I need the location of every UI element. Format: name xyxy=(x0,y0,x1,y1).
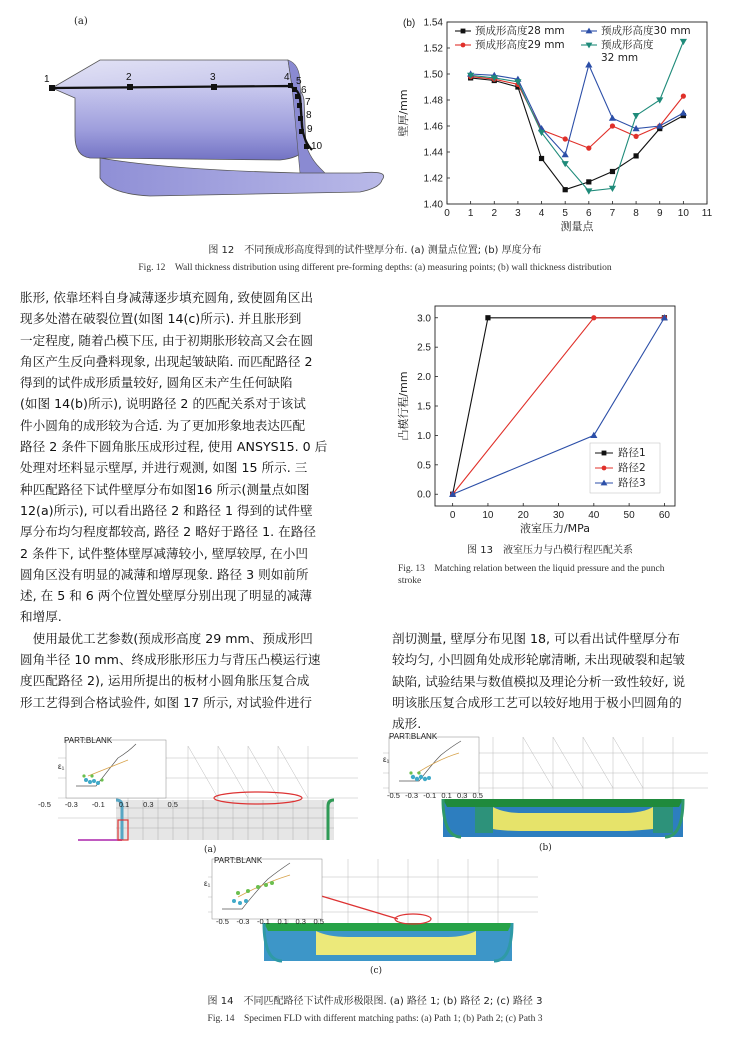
data-point xyxy=(681,94,686,99)
x-tick-label: 0.3 xyxy=(143,800,154,809)
x-tick-label: 50 xyxy=(623,510,635,521)
x-tick-label: 1 xyxy=(467,208,474,219)
y-tick-label: 2.5 xyxy=(417,342,431,354)
fig13-panel xyxy=(395,298,695,538)
x-tick-label: -0.1 xyxy=(91,800,105,809)
x-tick-label: 0.1 xyxy=(441,791,452,800)
y-tick-label: 1.46 xyxy=(423,121,443,133)
body-text-right xyxy=(392,628,737,734)
x-tick-label: 6 xyxy=(586,208,592,219)
legend-label: 32 mm xyxy=(601,52,639,64)
point-label-6: 6 xyxy=(301,85,307,96)
fig14c-part-label: PART:BLANK xyxy=(214,856,263,865)
text-line: 较均匀, 小凹圆角处成形轮廓清晰, 未出现破裂和起皱 xyxy=(392,652,686,668)
point-label-5: 5 xyxy=(296,76,302,87)
x-tick-label: -0.5 xyxy=(387,791,400,800)
x-tick-label: 5 xyxy=(562,208,568,219)
text-line: 件小圆角的成形较为合适. 为了更加形象地表达匹配 xyxy=(20,417,306,433)
fig12b-panel xyxy=(395,8,725,238)
y-tick-label: 1.52 xyxy=(423,43,443,55)
legend-label: 预成形高度30 mm xyxy=(601,25,691,37)
data-point xyxy=(602,451,607,456)
y-tick-label: 1.54 xyxy=(423,17,443,29)
x-tick-label: 0.5 xyxy=(313,917,324,926)
point-label-9: 9 xyxy=(307,124,313,135)
text-line: 角区产生反向叠料现象, 出现起皱缺陷. 而匹配路径 2 xyxy=(20,353,313,369)
data-point xyxy=(539,156,544,161)
y-axis-label: 凸模行程/mm xyxy=(397,371,410,441)
fig13-caption-cn: 图 13 液室压力与凸模行程匹配关系 xyxy=(467,545,633,556)
point-label-4: 4 xyxy=(284,72,290,83)
fig12b-chart xyxy=(395,8,725,238)
text-line: 胀形, 依靠坯料自身减薄逐步填充圆角, 致使圆角区出 xyxy=(20,290,314,305)
text-line: 使用最优工艺参数(预成形高度 29 mm、预成形凹 xyxy=(20,630,313,646)
y-tick-label: 1.42 xyxy=(423,173,443,185)
text-line: 种匹配路径下试件壁厚分布如图16 所示(测量点如图 xyxy=(20,481,310,497)
data-point xyxy=(610,169,615,174)
point-label-2: 2 xyxy=(126,72,132,83)
data-point xyxy=(633,134,638,139)
x-tick-label: 20 xyxy=(517,510,529,521)
x-tick-label: 0.1 xyxy=(277,917,288,926)
y-tick-label: 1.48 xyxy=(423,95,443,107)
y-tick-label: 1.44 xyxy=(423,147,443,159)
text-line: 处理对坯料显示壁厚, 并进行观测, 如图 15 所示. 三 xyxy=(20,460,308,476)
legend-label: 路径1 xyxy=(618,447,646,459)
fig14b-part-label: PART:BLANK xyxy=(389,732,438,741)
x-tick-label: -0.1 xyxy=(423,791,437,800)
legend-label: 预成形高度 xyxy=(601,39,654,51)
legend-label: 预成形高度28 mm xyxy=(475,25,565,37)
x-tick-label: -0.3 xyxy=(64,800,78,809)
x-tick-label: -0.5 xyxy=(216,917,229,926)
text-line: 圆角区没有明显的减薄和增厚现象. 路径 3 则如前所 xyxy=(20,566,309,582)
data-point xyxy=(586,179,591,184)
y-tick-label: 1.0 xyxy=(417,430,431,442)
fig14a-panel xyxy=(38,736,358,848)
legend-label: 路径3 xyxy=(618,477,646,489)
x-tick-label: 0.5 xyxy=(167,800,178,809)
y-tick-label: 3.0 xyxy=(417,313,431,325)
data-point xyxy=(461,29,466,34)
text-line: 度匹配路径 2), 运用所提出的板材小圆角胀压复合成 xyxy=(20,673,310,689)
fig14a-image xyxy=(58,738,358,848)
x-tick-label: 10 xyxy=(677,208,689,219)
fig13-caption-en-1: Fig. 13 Matching relation between the liquid pressure and the punch xyxy=(398,564,665,574)
x-tick-label: 3 xyxy=(515,208,521,219)
x-tick-label: 0.1 xyxy=(118,800,130,809)
x-tick-label: 0 xyxy=(444,208,450,219)
fig12b-label: (b) xyxy=(403,18,416,29)
x-tick-label: 60 xyxy=(658,510,670,521)
fig14b-x-ticks xyxy=(387,791,483,800)
legend-label: 路径2 xyxy=(618,462,646,474)
data-point xyxy=(563,136,568,141)
data-point xyxy=(610,123,615,128)
x-tick-label: 11 xyxy=(701,208,713,219)
fig13-caption-en-2: stroke xyxy=(398,576,422,586)
x-tick-label: 0 xyxy=(449,510,456,521)
data-point xyxy=(586,146,591,151)
x-tick-label: 0.3 xyxy=(295,917,306,926)
fig14b-y-label: ε₁ xyxy=(383,755,390,764)
y-tick-label: 1.40 xyxy=(423,199,443,211)
y-tick-label: 0.5 xyxy=(417,460,431,472)
x-tick-label: 2 xyxy=(491,208,498,219)
x-tick-label: -0.1 xyxy=(257,917,270,926)
fig12a-label: (a) xyxy=(74,16,88,27)
text-line: 成形. xyxy=(392,716,422,732)
fig14b-panel xyxy=(383,733,708,841)
x-tick-label: 4 xyxy=(538,208,545,219)
fig12-caption-en: Fig. 12 Wall thickness distribution using different pre-forming depths: (a) measuring points; (b) wall thickness distribution xyxy=(138,263,612,273)
y-tick-label: 1.5 xyxy=(417,401,431,413)
point-label-8: 8 xyxy=(306,110,312,121)
fig14c-image xyxy=(208,857,538,965)
text-line: 一定程度, 随着凸模下压, 由于初期胀形较高又会在圆 xyxy=(20,332,314,348)
text-line: (如图 14(b)所示), 说明路径 2 的匹配关系对于该试 xyxy=(20,396,306,412)
fig14c-y-label: ε₁ xyxy=(204,879,211,888)
text-line: 得到的试件成形质量较好, 圆角区未产生任何缺陷 xyxy=(20,375,293,391)
data-point xyxy=(633,153,638,158)
text-line: 路径 2 条件下圆角胀压成形过程, 使用 ANSYS15. 0 后 xyxy=(20,439,328,455)
x-tick-label: 9 xyxy=(656,208,663,219)
data-point xyxy=(485,315,490,320)
text-line: 述, 在 5 和 6 两个位置处壁厚分别出现了明显的减薄 xyxy=(20,588,312,604)
fig14-caption-en: Fig. 14 Specimen FLD with different matching paths: (a) Path 1; (b) Path 2; (c) Path 3 xyxy=(207,1014,543,1024)
text-line: 12(a)所示), 可以看出路径 2 和路径 1 得到的试件壁 xyxy=(20,502,313,518)
x-tick-label: 8 xyxy=(633,208,639,219)
fig12a-panel xyxy=(30,8,390,208)
y-tick-label: 2.0 xyxy=(417,372,431,384)
fig14b-label: (b) xyxy=(539,843,552,853)
data-point xyxy=(602,466,607,471)
body-text-left xyxy=(20,287,388,713)
text-line: 剖切测量, 壁厚分布见图 18, 可以看出试件壁厚分布 xyxy=(392,631,680,646)
point-label-10: 10 xyxy=(311,141,323,152)
fig14c-label: (c) xyxy=(370,966,383,976)
x-tick-label: -0.5 xyxy=(38,800,51,809)
fig14c-panel xyxy=(204,856,538,965)
text-line: 和增厚. xyxy=(20,609,62,625)
fig14a-y-label: ε₁ xyxy=(58,762,65,771)
x-tick-label: 30 xyxy=(552,510,565,521)
point-label-7: 7 xyxy=(305,97,311,108)
fig14c-x-ticks xyxy=(216,917,324,926)
fig14a-part-label: PART:BLANK xyxy=(64,736,113,745)
data-point xyxy=(591,315,596,320)
x-tick-label: -0.3 xyxy=(405,791,419,800)
text-line: 2 条件下, 试件整体壁厚减薄较小, 壁厚较厚, 在小凹 xyxy=(20,545,308,561)
point-label-3: 3 xyxy=(210,72,216,83)
fig12a-drawing xyxy=(30,8,390,208)
point-label-1: 1 xyxy=(44,74,50,85)
x-tick-label: 0.3 xyxy=(456,791,468,800)
text-line: 明该胀压复合成形工艺可以较好地用于极小凹圆角的 xyxy=(392,694,682,710)
x-axis-label: 液室压力/MPa xyxy=(519,522,591,535)
x-axis-label: 测量点 xyxy=(560,220,594,233)
data-point xyxy=(563,187,568,192)
y-axis-label: 壁厚/mm xyxy=(397,89,410,137)
text-line: 厚分布均匀程度都较高, 路径 2 略好于路径 1. 在路径 xyxy=(20,524,316,540)
y-tick-label: 0.0 xyxy=(417,489,431,501)
text-line: 形工艺得到合格试验件, 如图 17 所示, 对试验件进行 xyxy=(20,694,312,710)
x-tick-label: 10 xyxy=(482,510,494,521)
fig12-caption-cn: 图 12 不同预成形高度得到的试件壁厚分布. (a) 测量点位置; (b) 厚度分布 xyxy=(208,245,542,256)
fig13-chart xyxy=(395,298,695,538)
legend-label: 预成形高度29 mm xyxy=(475,39,565,51)
x-tick-label: 40 xyxy=(588,510,600,521)
x-tick-label: -0.3 xyxy=(236,917,250,926)
x-tick-label: 7 xyxy=(609,208,616,219)
text-line: 现多处潜在破裂位置(如图 14(c)所示). 并且胀形到 xyxy=(20,311,302,327)
text-line: 圆角半径 10 mm、终成形胀形压力与背压凸模运行速 xyxy=(20,652,321,668)
text-line: 缺陷, 试验结果与数值模拟及理论分析一致性较好, 说 xyxy=(392,673,686,689)
x-tick-label: 0.5 xyxy=(472,791,483,800)
y-tick-label: 1.50 xyxy=(423,69,443,81)
fig14-caption-cn: 图 14 不同匹配路径下试件成形极限图. (a) 路径 1; (b) 路径 2; (c) 路径 3 xyxy=(207,996,543,1007)
data-point xyxy=(461,43,466,48)
fig14b-image xyxy=(383,733,708,841)
fig14a-label: (a) xyxy=(204,845,217,855)
fig14a-x-ticks xyxy=(38,800,178,809)
